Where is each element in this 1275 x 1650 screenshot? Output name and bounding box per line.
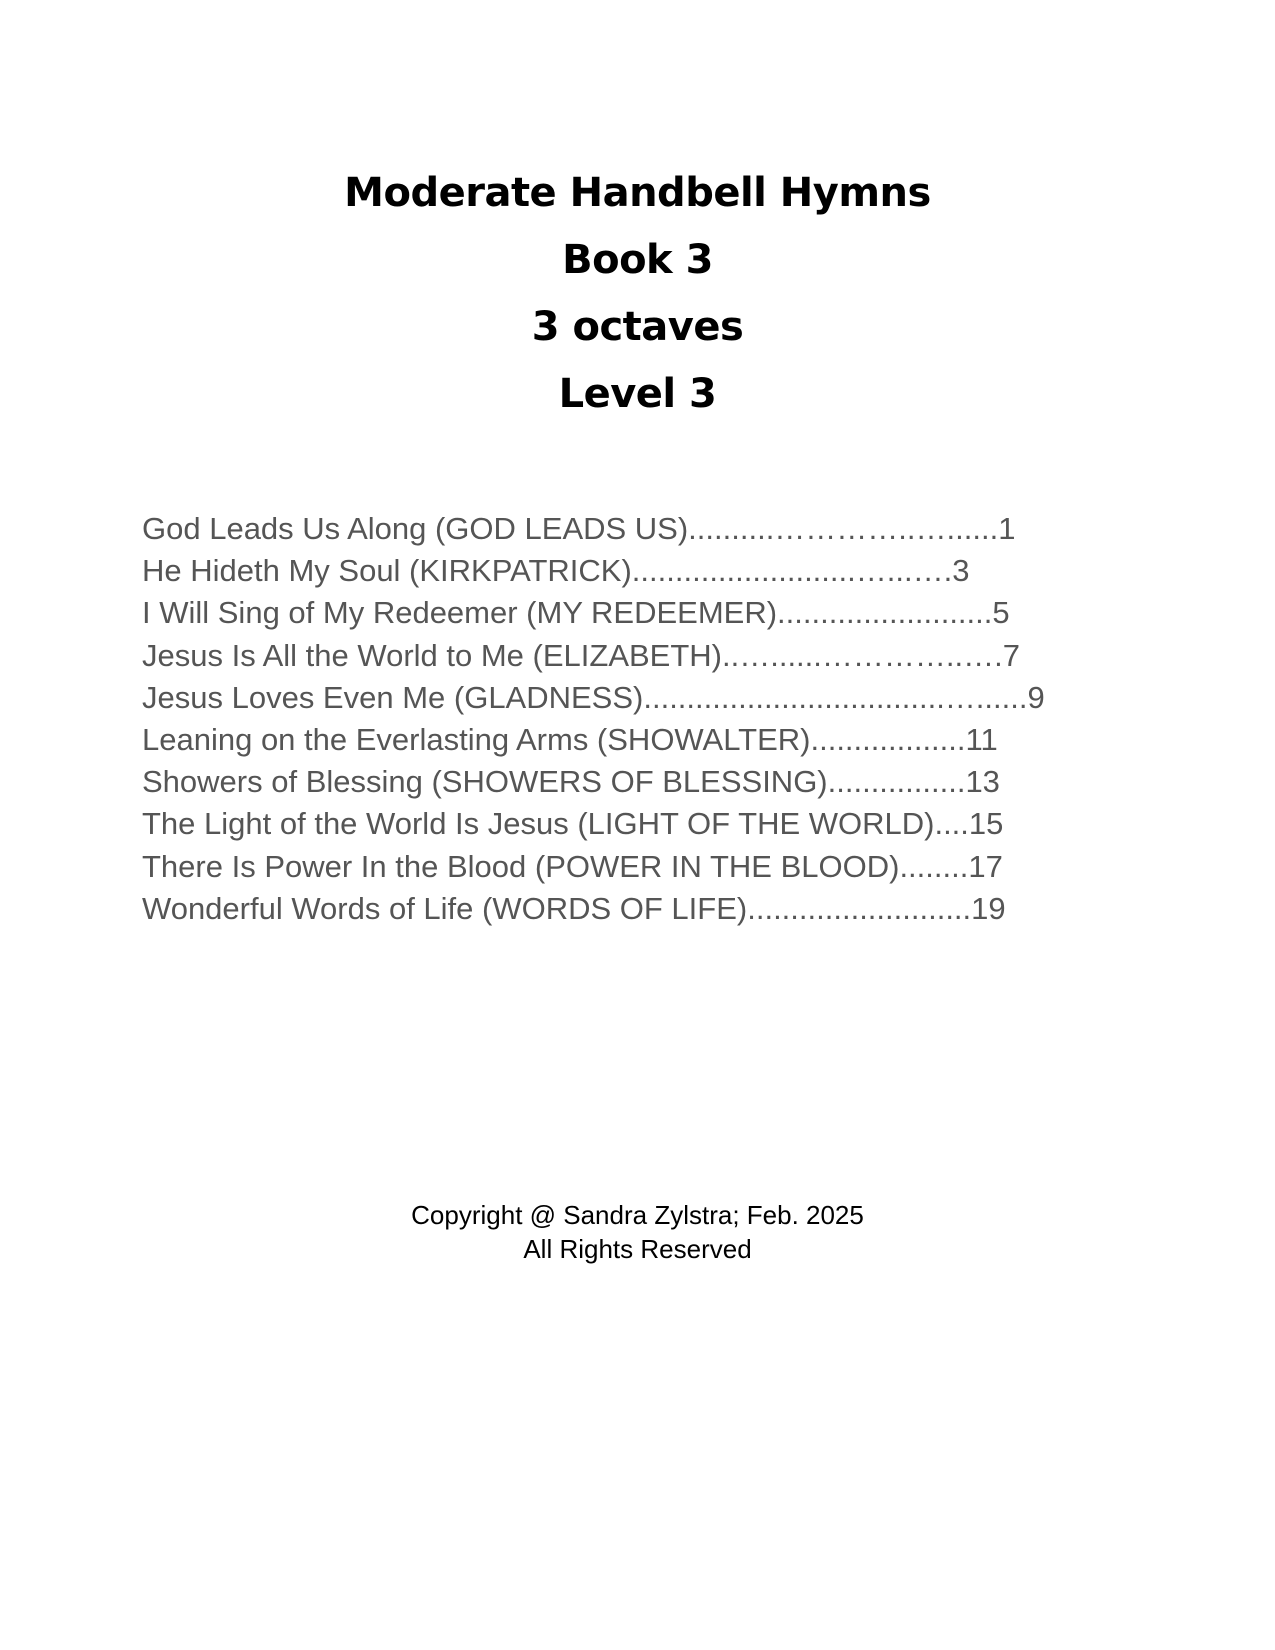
table-of-contents <box>142 508 1142 930</box>
difficulty-level: Level 3 <box>558 371 717 417</box>
toc-entry: Wonderful Words of Life (WORDS OF LIFE)..........................19 <box>142 890 1006 926</box>
rights-reserved-line: All Rights Reserved <box>523 1234 752 1264</box>
book-title: Moderate Handbell Hymns <box>344 170 931 216</box>
toc-entry: Leaning on the Everlasting Arms (SHOWALTER)..................11 <box>142 722 998 758</box>
octave-range: 3 octaves <box>531 304 744 350</box>
toc-entry: He Hideth My Soul (KIRKPATRICK)..........................…...….3 <box>142 553 970 589</box>
toc-entry: Jesus Is All the World to Me (ELIZABETH)..…......…………..….7 <box>142 637 1020 673</box>
toc-entry: The Light of the World Is Jesus (LIGHT OF THE WORLD)....15 <box>142 806 1004 842</box>
toc-entry: Jesus Loves Even Me (GLADNESS)...................................…......9 <box>142 679 1045 715</box>
copyright-notice <box>0 1198 1275 1266</box>
toc-entry: There Is Power In the Blood (POWER IN THE BLOOD)........17 <box>142 848 1003 884</box>
copyright-line: Copyright @ Sandra Zylstra; Feb. 2025 <box>411 1200 864 1230</box>
toc-entry: God Leads Us Along (GOD LEADS US)..........…………..…......1 <box>142 511 1016 546</box>
toc-entry: Showers of Blessing (SHOWERS OF BLESSING)................13 <box>142 764 1000 800</box>
title-block <box>0 160 1275 428</box>
toc-entry: I Will Sing of My Redeemer (MY REDEEMER).........................5 <box>142 595 1010 631</box>
book-number: Book 3 <box>562 237 713 283</box>
